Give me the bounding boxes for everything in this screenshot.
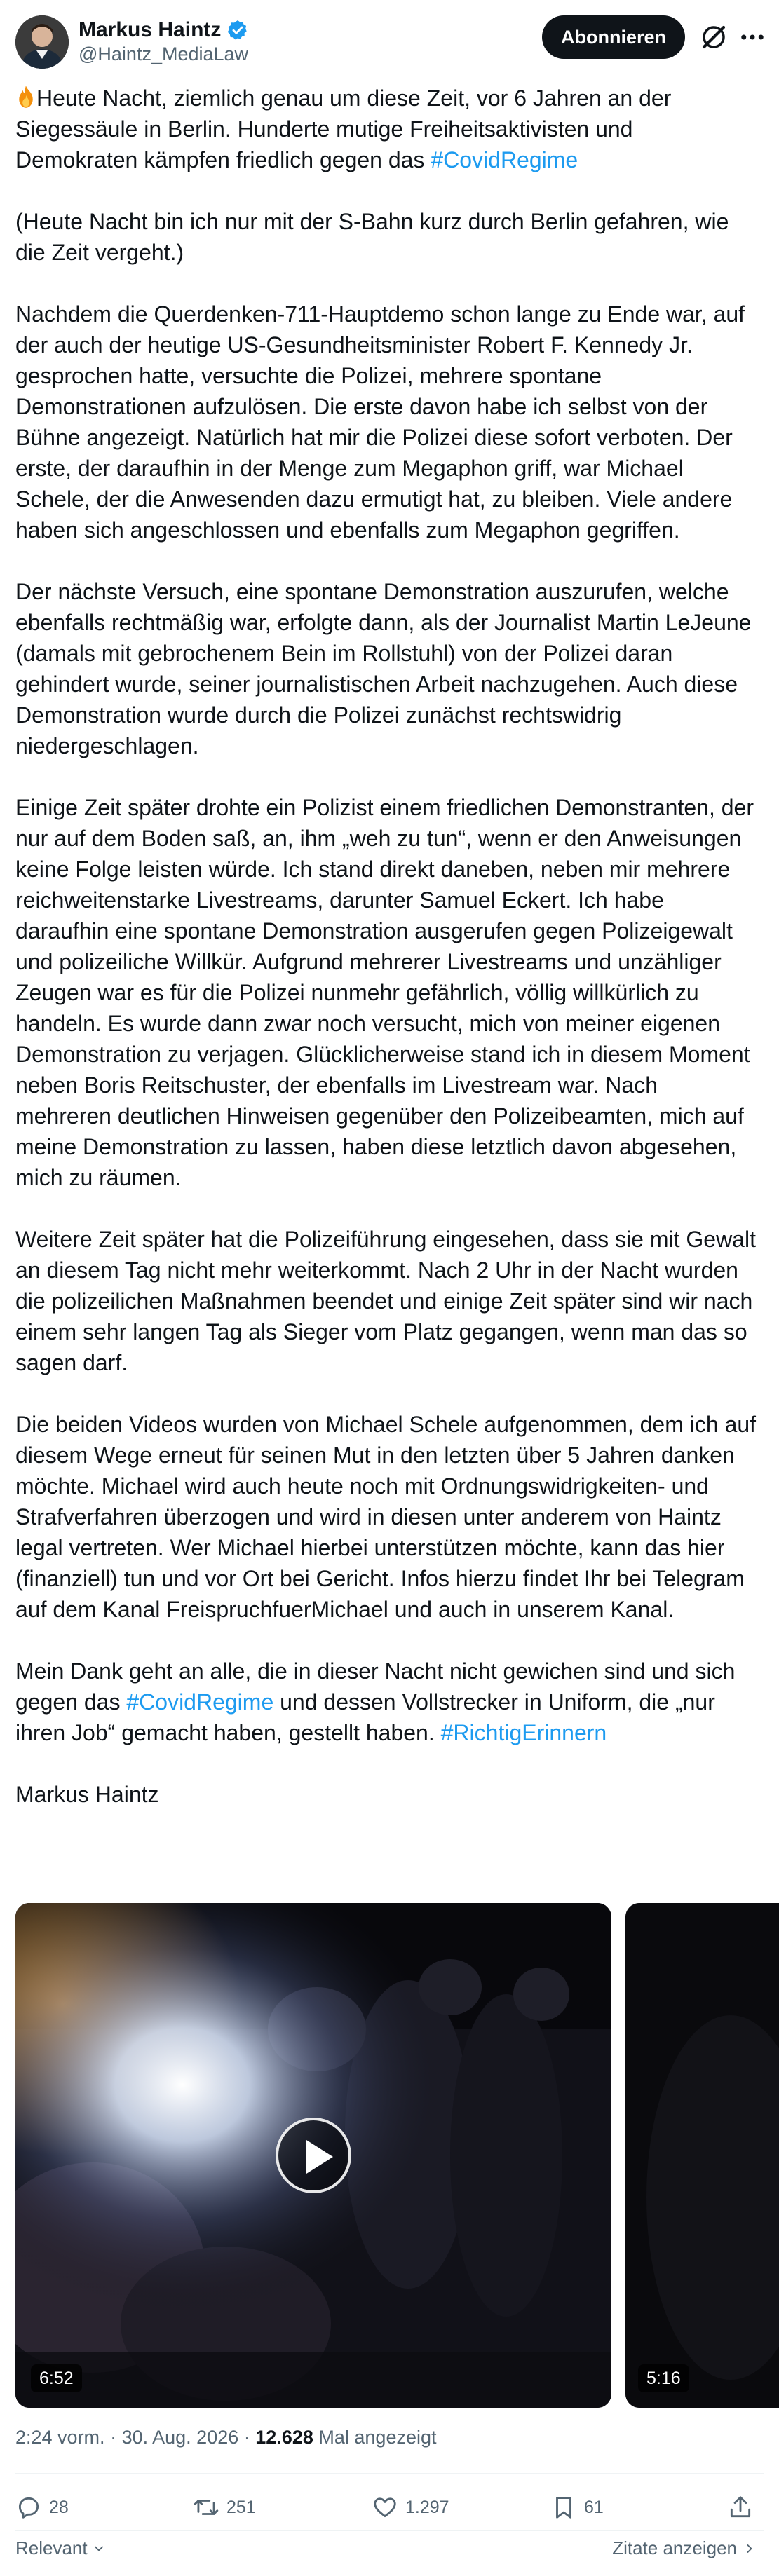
tweet-time[interactable]: 2:24 vorm. xyxy=(15,2427,105,2448)
video-duration: 6:52 xyxy=(31,2364,82,2392)
chevron-right-icon xyxy=(743,2542,757,2556)
view-count: 12.628 xyxy=(255,2427,313,2448)
meta-separator: · xyxy=(243,2427,250,2448)
sort-label: Relevant xyxy=(15,2537,88,2558)
bookmark-icon xyxy=(550,2494,577,2521)
view-count-label: Mal angezeigt xyxy=(318,2427,437,2448)
tweet-paragraph xyxy=(15,83,759,175)
divider xyxy=(15,2530,764,2531)
author-handle[interactable]: @Haintz_MediaLaw xyxy=(79,43,249,64)
reply-count: 28 xyxy=(49,2497,69,2517)
tweet-paragraph: Einige Zeit später drohte ein Polizist einem friedlichen Demonstranten, der nur auf dem Boden saß, an, ihm „weh zu tun“, wenn er den Anweisungen keine Folge leisten würde. Ich stand direkt daneben, neben mir mehrere reichweitenstarke Livestreams, darunter Samuel Eckert. Ich habe daraufhin eine spontane Demonstration ausgerufen gegen Polizeigewalt und polizeiliche Willkür. Aufgrund mehrerer Livestreams und unzähliger Zeugen war es für die Polizei nunmehr gefährlich, völlig willkürlich zu handeln. Es wurde dann zwar noch versucht, mich von meiner eigenen Demonstration zu verjagen. Glücklicherweise stand ich in diesem Moment neben Boris Reitschuster, der ebenfalls im Livestream war. Nach mehreren deutlichen Hinweisen gegenüber den Polizeibeamten, mich auf meine Demonstration zu lassen, haben diese letztlich davon abgesehen, mich zu räumen. xyxy=(15,795,754,1190)
video-player[interactable] xyxy=(625,1903,779,2408)
tweet-header xyxy=(0,0,779,77)
action-bar xyxy=(15,2490,764,2525)
tweet-paragraph: Der nächste Versuch, eine spontane Demonstration auszurufen, welche ebenfalls rechtmäßig war, erfolgte dann, als der Journalist Martin LeJeune (damals mit gebrochenem Bein im Rollstuhl) von der Polizei daran gehindert wurde, seiner journalistischen Arbeit nachzugehen. Auch diese Demonstration wurde durch die Polizei zunächst rechtswidrig niedergeschlagen. xyxy=(15,579,752,758)
video-thumbnail xyxy=(625,1903,779,2408)
share-button[interactable] xyxy=(727,2490,754,2525)
hashtag-link[interactable]: #CovidRegime xyxy=(126,1689,274,1715)
tweet-date[interactable]: 30. Aug. 2026 xyxy=(121,2427,239,2448)
fire-emoji-icon xyxy=(15,85,36,109)
tweet-signature: Markus Haintz xyxy=(15,1782,159,1807)
repost-count: 251 xyxy=(226,2497,256,2517)
sort-dropdown[interactable] xyxy=(15,2537,106,2559)
subscribe-button[interactable]: Abonnieren xyxy=(542,15,685,59)
avatar[interactable] xyxy=(15,15,69,69)
tweet-text xyxy=(15,83,759,1810)
tweet-text-segment: Mein Dank geht an alle, die in dieser Nacht nicht gewichen sind und sich gegen das xyxy=(15,1658,736,1715)
profile-photo-icon xyxy=(15,15,69,69)
tweet-paragraph: Weitere Zeit später hat die Polizeiführung eingesehen, dass sie mit Gewalt an diesem Tag nicht mehr weiterkommt. Nach 2 Uhr in der Nacht wurden die polizeilichen Maßnahmen beendet und einige Zeit später sind wir nach einem sehr langen Tag als Sieger vom Platz gegangen, wenn man das so sagen darf. xyxy=(15,1227,756,1375)
tweet-text-segment: und dessen Vollstrecker in Uniform, die „nur ihren Job“ gemacht haben, gestellt haben. xyxy=(15,1689,715,1745)
play-button[interactable] xyxy=(276,2118,351,2193)
meta-separator: · xyxy=(110,2427,117,2448)
author-name[interactable]: Markus Haintz xyxy=(79,18,222,41)
tweet-paragraph: Nachdem die Querdenken-711-Hauptdemo schon lange zu Ende war, auf der auch der heutige US-Gesundheitsminister Robert F. Kennedy Jr. gesprochen hatte, versuchte die Polizei, mehrere spontane Demonstrationen aufzulösen. Die erste davon habe ich selbst von der Bühne angezeigt. Natürlich hat mir die Polizei diese sofort verboten. Der erste, der daraufhin in der Menge zum Megaphon griff, war Michael Schele, der die Anwesenden dazu ermutigt hat, zu bleiben. Viele andere haben sich angeschlossen und ebenfalls zum Megaphon gegriffen. xyxy=(15,301,745,543)
media-carousel xyxy=(15,1903,779,2408)
like-button[interactable] xyxy=(372,2490,449,2525)
repost-button[interactable] xyxy=(193,2490,256,2525)
reply-button[interactable] xyxy=(15,2490,69,2525)
reply-icon xyxy=(15,2494,42,2521)
tweet-text-segment: Heute Nacht, ziemlich genau um diese Zeit, vor 6 Jahren an der Siegessäule in Berlin. Hunderte mutige Freiheitsaktivisten und Demokraten kämpfen friedlich gegen das xyxy=(15,86,672,172)
quotes-label: Zitate anzeigen xyxy=(612,2537,737,2558)
tweet-paragraph: Die beiden Videos wurden von Michael Schele aufgenommen, dem ich auf diesem Wege erneut für seinen Mut in den letzten über 5 Jahren danken möchte. Michael wird auch heute noch mit Ordnungswidrigkeiten- und Strafverfahren überzogen und wird in diesen unter anderem von Haintz legal vertreten. Wer Michael hierbei unterstützen möchte, kann das hier (finanziell) tun und vor Ort bei Gericht. Infos hierzu findet Ihr bei Telegram auf dem Kanal FreispruchfuerMichael und auch in unserem Kanal. xyxy=(15,1412,757,1622)
divider xyxy=(15,2473,764,2474)
tweet-meta xyxy=(15,2427,437,2448)
tweet-paragraph: (Heute Nacht bin ich nur mit der S-Bahn kurz durch Berlin gefahren, wie die Zeit vergeht.) xyxy=(15,209,729,265)
view-quotes-link[interactable] xyxy=(612,2537,757,2559)
video-duration: 5:16 xyxy=(638,2364,689,2392)
chevron-down-icon xyxy=(92,2542,106,2556)
hashtag-link[interactable]: #RichtigErinnern xyxy=(440,1720,607,1745)
bookmark-button[interactable] xyxy=(550,2490,604,2525)
video-player[interactable] xyxy=(15,1903,611,2408)
bookmark-count: 61 xyxy=(584,2497,604,2517)
grok-icon[interactable] xyxy=(699,22,729,52)
repost-icon xyxy=(193,2494,219,2521)
author-name-row xyxy=(79,18,249,42)
more-icon[interactable] xyxy=(738,22,767,52)
share-icon xyxy=(727,2494,754,2521)
verified-badge-icon xyxy=(226,19,249,41)
hashtag-link[interactable]: #CovidRegime xyxy=(431,147,578,172)
heart-icon xyxy=(372,2494,398,2521)
tweet-paragraph xyxy=(15,1656,759,1748)
like-count: 1.297 xyxy=(405,2497,449,2517)
